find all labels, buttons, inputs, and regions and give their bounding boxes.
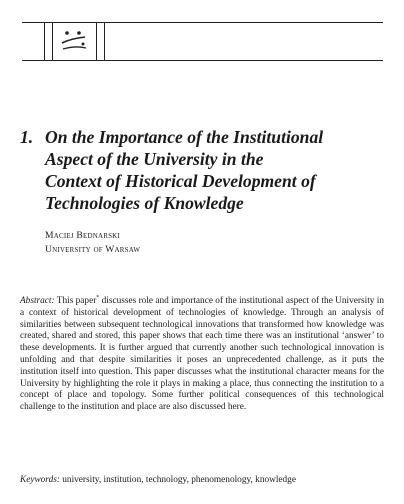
chapter-title bbox=[20, 126, 390, 214]
header-divider bbox=[52, 22, 53, 60]
author-affiliation: University of Warsaw bbox=[45, 244, 141, 255]
chapter-title-line: Technologies of Knowledge bbox=[45, 193, 244, 213]
header-top-rule bbox=[22, 22, 383, 23]
keywords-label: Keywords: bbox=[20, 475, 60, 485]
author-name: Maciej Bednarski bbox=[45, 230, 120, 241]
chapter-ornament-icon bbox=[58, 28, 90, 54]
footnote-mark[interactable]: * bbox=[96, 294, 100, 301]
abstract-label: Abstract: bbox=[20, 296, 55, 306]
chapter-title-line: Aspect of the University in the bbox=[45, 149, 264, 169]
keywords bbox=[20, 475, 384, 487]
abstract bbox=[20, 296, 384, 414]
header-bottom-rule bbox=[22, 60, 383, 61]
abstract-text: discusses role and importance of the institutional aspect of the University in a context of historical development of technologies of knowledge. Through an analysis of similarities between subsequent technological innovations that transformed how knowledge was created, shared and stored, this paper shows that each time there was an institutional ‘answer’ to these developments. It is further argued that currently another such technological innovation is unfolding and that despite similarities it poses an unprecedented challenge, as it puts the institution itself into question. This paper discusses what the institutional character means for the University by highlighting the role it plays in making a place, thus connecting the institution to a concept of place and topology. Some further political consequences of this technological challenge to the institution and place are also discussed here. bbox=[20, 296, 384, 413]
abstract-text-start: This paper bbox=[54, 296, 97, 306]
chapter-number: 1. bbox=[20, 127, 34, 147]
keywords-text: university, institution, technology, phenomenology, knowledge bbox=[59, 475, 296, 485]
header-divider bbox=[44, 22, 45, 60]
chapter-title-line: On the Importance of the Institutional bbox=[45, 127, 324, 147]
header-divider bbox=[96, 22, 97, 60]
chapter-title-line: Context of Historical Development of bbox=[45, 171, 316, 191]
author-block bbox=[45, 229, 140, 257]
header-divider bbox=[104, 22, 105, 60]
